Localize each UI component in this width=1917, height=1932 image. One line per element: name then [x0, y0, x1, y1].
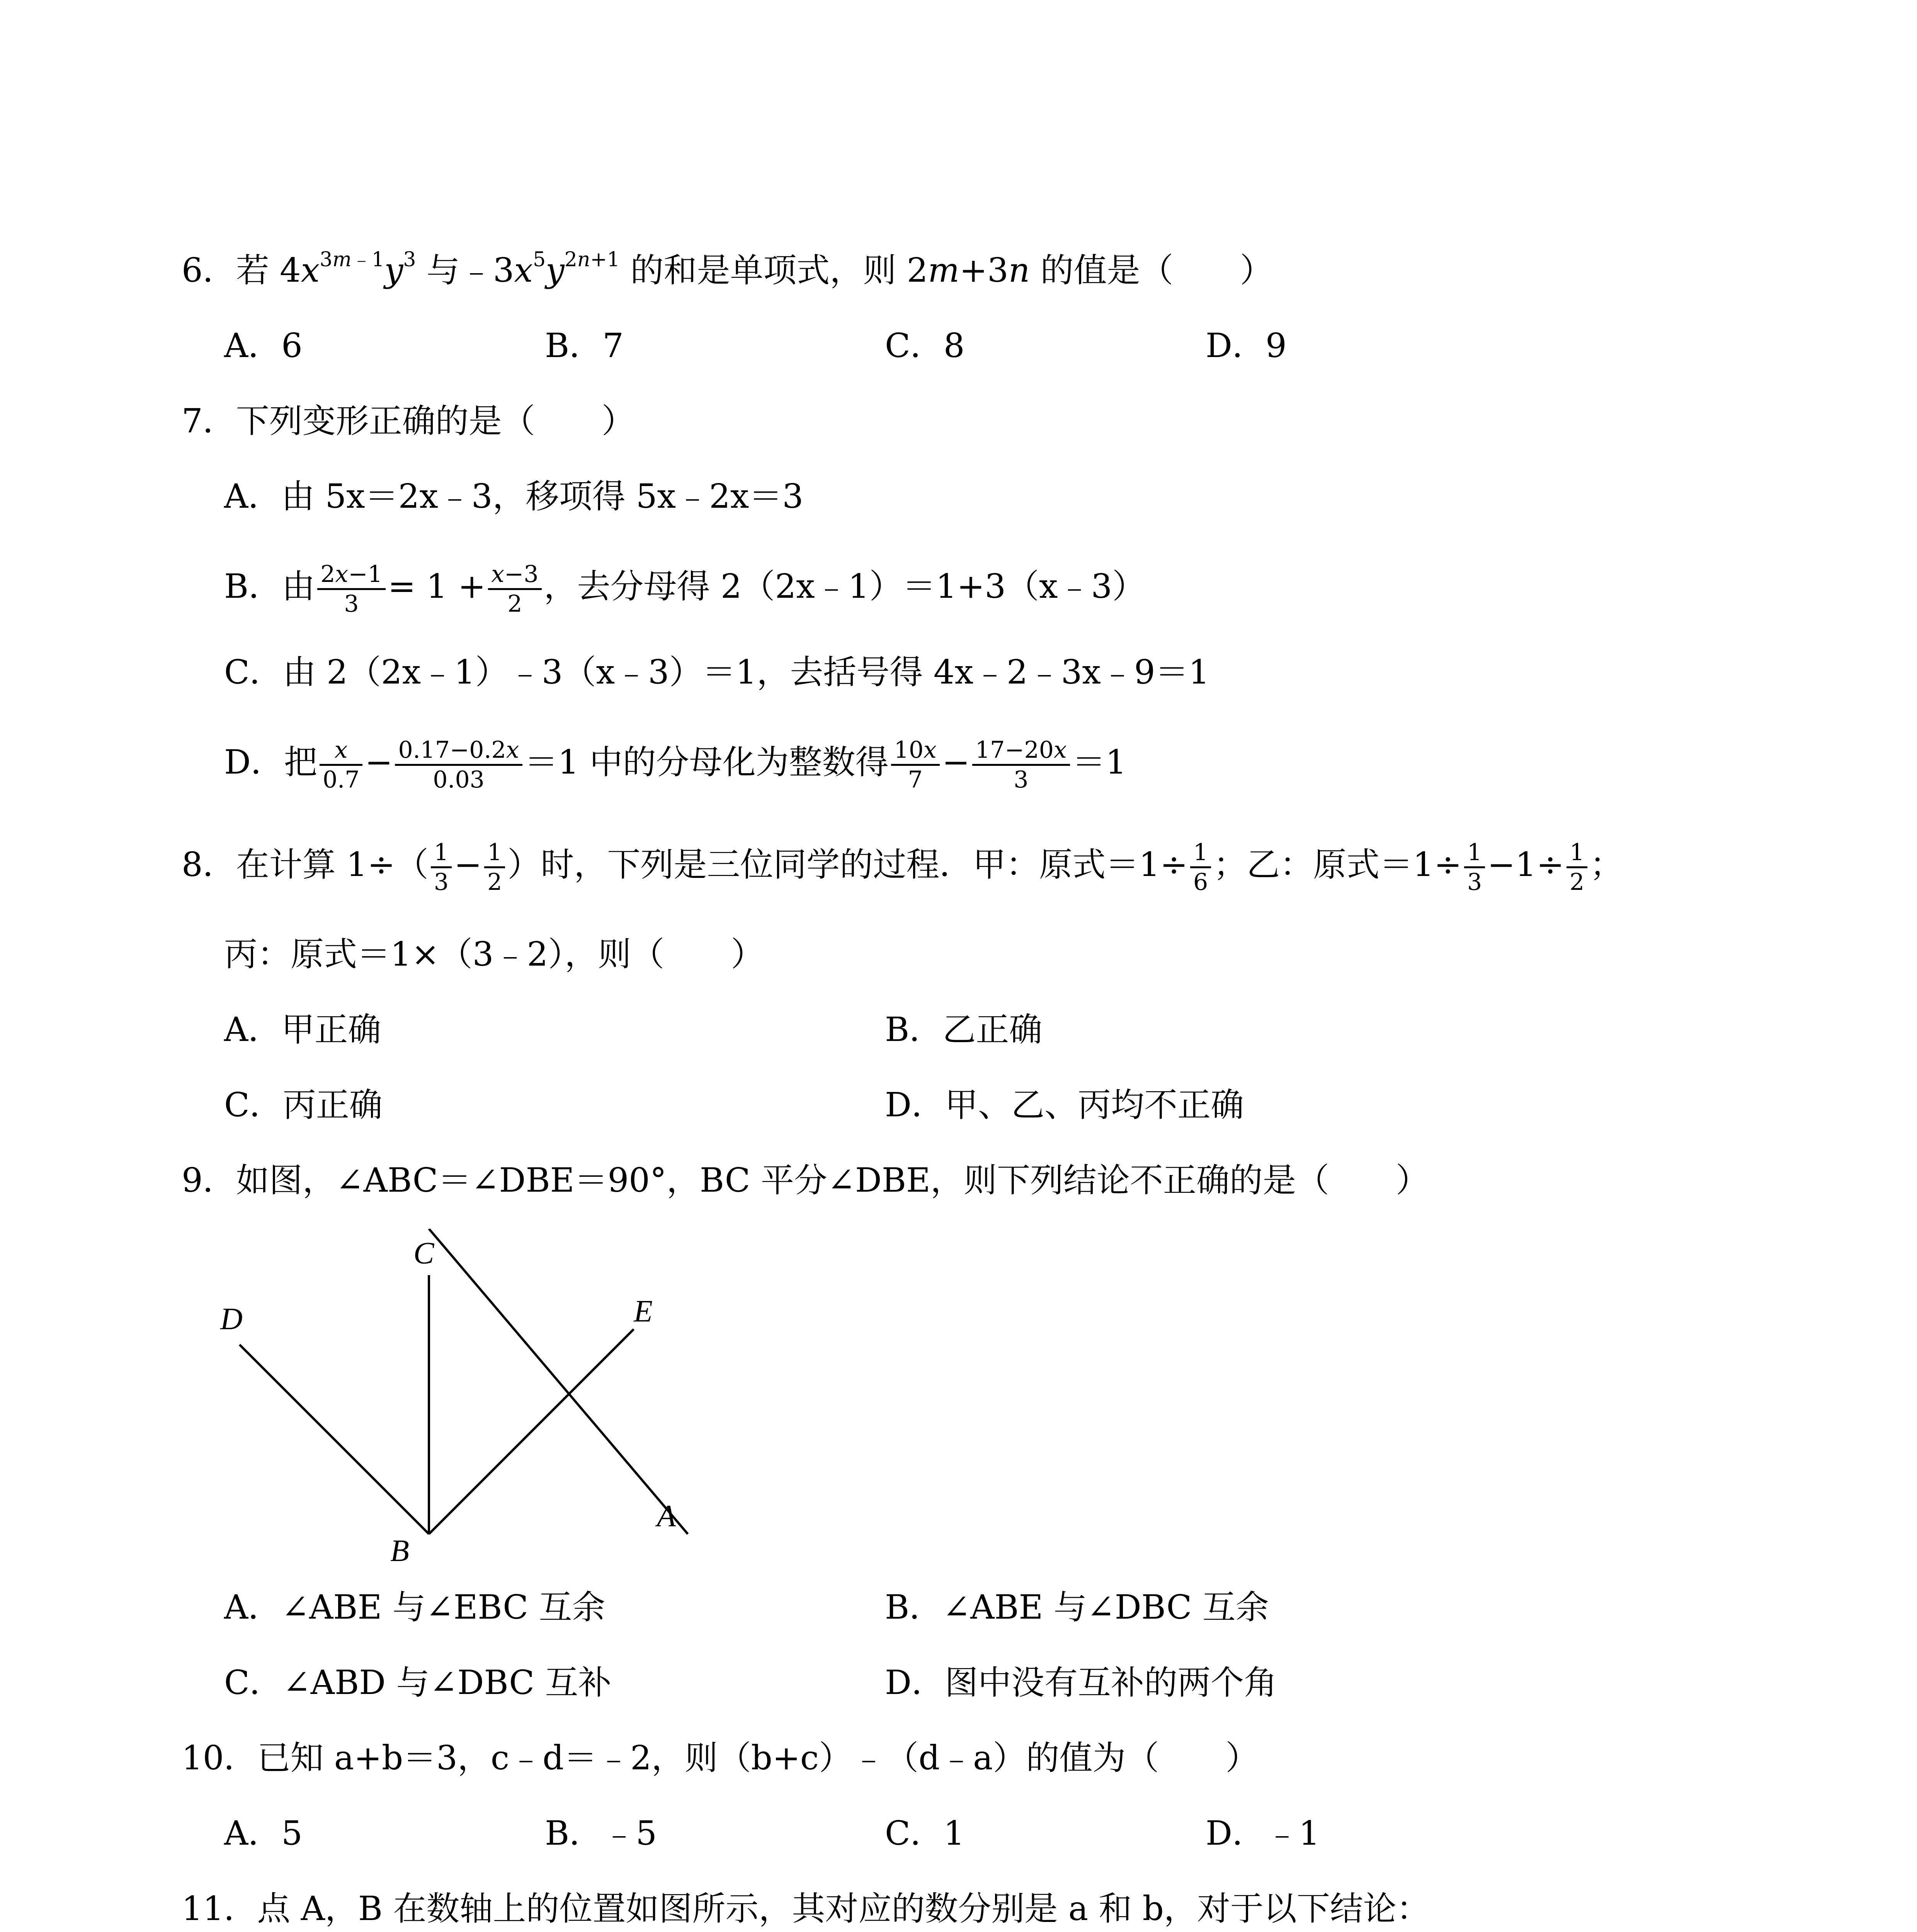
q10-option-b: B．﹣5	[545, 1814, 657, 1853]
angle-figure	[209, 1229, 742, 1569]
label-e: E	[634, 1294, 653, 1328]
q9-option-c: C．∠ABD 与∠DBC 互补	[224, 1663, 612, 1702]
label-b: B	[390, 1534, 409, 1568]
q8-stem-line2: 丙：原式＝1×（3﹣2），则（ ）	[224, 935, 764, 974]
q9-stem: 9．如图，∠ABC＝∠DBE＝90°，BC 平分∠DBE，则下列结论不正确的是（ ）	[182, 1161, 1429, 1200]
ray-ba	[429, 1229, 688, 1534]
q8-option-a: A．甲正确	[224, 1010, 381, 1049]
q10-option-d: D．﹣1	[1206, 1814, 1320, 1853]
label-a: A	[657, 1499, 676, 1533]
q6-option-c: C．8	[885, 327, 965, 365]
q6-stem: 6．若 $4x^{3m﹣1}y^3$ 与$﹣3x^5y^{2n+1}$ 的和是单项式，则 2m+3n 的值是（ ）	[182, 248, 1273, 290]
q8-option-d: D．甲、乙、丙均不正确	[885, 1086, 1244, 1124]
q9-option-d: D．图中没有互补的两个角	[885, 1663, 1277, 1702]
label-c: C	[413, 1236, 434, 1270]
q7-option-d: D．把 $\frac{x}{0.7}$ − $\frac{0.17-0.2x}{0.03}$ ＝1 中的分母化为整数得 $\frac{10x}{7}$ − $\frac{17-20x}{3}$ ＝1	[224, 736, 1127, 793]
q10-option-a: A．5	[224, 1814, 303, 1853]
q8-option-c: C．丙正确	[224, 1086, 383, 1124]
ray-bd	[240, 1345, 429, 1534]
q9-option-b: B．∠ABE 与∠DBC 互余	[885, 1588, 1269, 1627]
q7-option-c: C．由 2（2x﹣1）﹣3（x﹣3）＝1，去括号得 4x﹣2﹣3x﹣9＝1	[224, 653, 1210, 692]
q10-option-c: C．1	[885, 1814, 965, 1853]
ray-be	[429, 1329, 634, 1534]
q8-stem: 8．在计算 1÷（ $\frac{1}{3}$ − $\frac{1}{2}$ ）时，下列是三位同学的过程．甲：原式＝1÷ $\frac{1}{6}$ ；乙：原式＝1÷ $\frac{1}{3}$ −1÷ $\frac{1}{2}$ ；	[182, 839, 1623, 896]
q8-option-b: B．乙正确	[885, 1010, 1043, 1049]
q10-stem: 10．已知 a+b＝3，c﹣d＝﹣2，则（b+c）﹣（d﹣a）的值为（ ）	[182, 1739, 1259, 1777]
q6-option-a: A．6	[224, 327, 303, 365]
q7-option-b: B．由 $\frac{2x-1}{3}$ = 1 + $\frac{x-3}{2}$ ，去分母得 2（2x﹣1）＝1+3（x﹣3）	[224, 561, 1146, 617]
q7-option-a: A．由 5x＝2x﹣3，移项得 5x﹣2x＝3	[224, 477, 804, 516]
q7-stem: 7．下列变形正确的是（ ）	[182, 402, 635, 440]
q6-option-d: D．9	[1206, 327, 1287, 365]
q9-option-a: A．∠ABE 与∠EBC 互余	[224, 1588, 606, 1627]
label-d: D	[220, 1302, 243, 1336]
q11-stem: 11．点 A，B 在数轴上的位置如图所示，其对应的数分别是 a 和 b，对于以下结论：	[182, 1889, 1430, 1928]
q6-option-b: B．7	[545, 327, 624, 365]
